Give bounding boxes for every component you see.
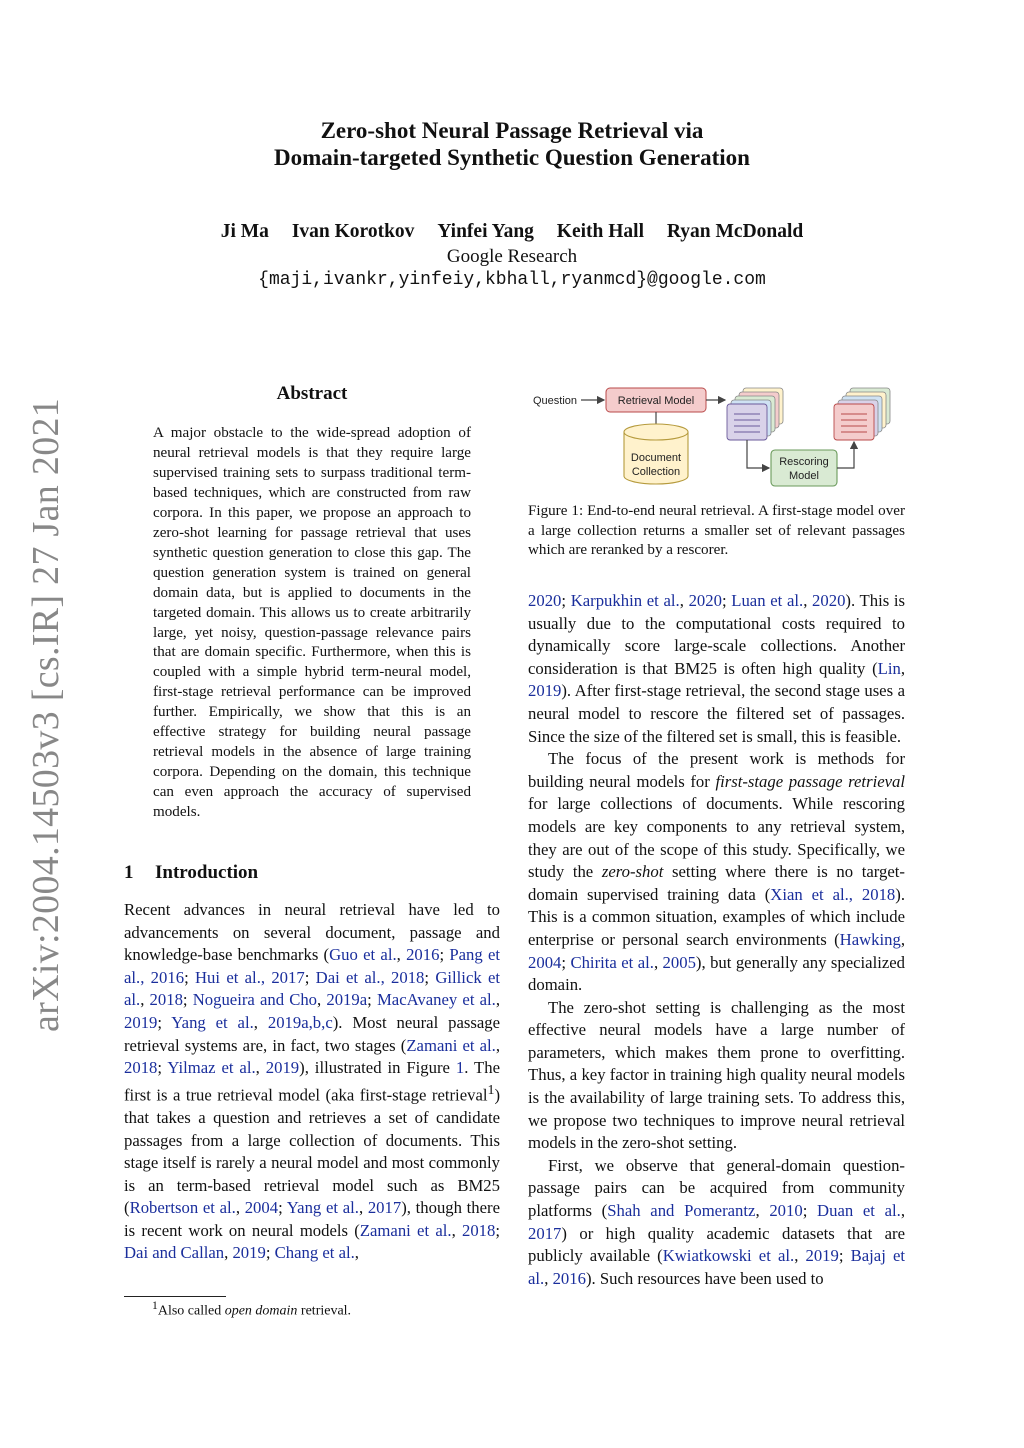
abstract-body: A major obstacle to the wide-spread adoption of neural retrieval models is that they require large supervised training sets to surpass traditional term-based techniques, which are constructed from raw corpora. In this paper, we propose an approach to zero-shot learning for passage retrieval that uses synthetic question generation to close this gap. The question generation system is trained on general domain data, but is applied to documents in the targeted domain. This allows us to create arbitrarily large, yet noisy, question-passage relevance pairs that are domain specific. Furthermore, when this is coupled with a simple hybrid term-neural model, first-stage retrieval performance can be improved further. Empirically, we show that this is an effective strategy for building neural passage retrieval models in the absence of large training corpora. Depending on the domain, this technique can even approach the accuracy of supervised models. (153, 425, 471, 821)
citation-link[interactable]: 2019 (232, 1243, 266, 1263)
collection-label: Collection (631, 466, 681, 478)
citation-link[interactable]: Gillick et al. (124, 967, 501, 1010)
citation-link[interactable]: Yang et al. (286, 1198, 359, 1218)
citation-link[interactable]: 1 (455, 1058, 465, 1078)
citation-link[interactable]: Chirita et al. (570, 952, 654, 972)
citation-link[interactable]: Dai and Callan (124, 1243, 225, 1263)
citation-link[interactable]: 2017 (367, 1198, 402, 1218)
author-name: Ji Ma (220, 221, 269, 242)
paragraph: First, we observe that general-domain question-passage pairs can be acquired from community platforms (Shah and Pomerantz, 2010; Duan et al., 2017) or high quality academic datasets that are publicly available (Kwiatkowski et al., 2019; Bajaj et al., 2016). Such resources have been used to (528, 1155, 906, 1288)
footnote-rule (124, 1296, 226, 1297)
citation-link[interactable]: 2004 (244, 1198, 279, 1218)
author-name: Ivan Korotkov (291, 221, 415, 242)
citation-link[interactable]: 2018 (149, 990, 183, 1010)
intro-paragraph: Recent advances in neural retrieval have led to advancements on several document, passage and knowledge-base benchmarks (Guo et al., 2016; Pang et al., 2016; Hui et al., 2017; Dai et al., 2018; Gillick et al., 2018; Nogueira and Cho, 2019a; MacAvaney et al., 2019; Yang et al., 2019a,b,c). Most neural passage retrieval systems are, in fact, two stages (Zamani et al., 2018; Yilmaz et al., 2019), illustrated in Figure 1. The first is a true retrieval model (aka first-stage retrieval$^1$) that takes a question and retrieves a set of candidate passages from a large collection of documents. This stage itself is rarely a neural model and most commonly is an term-based retrieval model such as BM25 (Robertson et al., 2004; Yang et al., 2017), though there is recent work on neural models (Zamani et al., 2018; Dai and Callan, 2019; Chang et al., (124, 900, 501, 1263)
emphasis: open domain (224, 1303, 298, 1319)
citation-link[interactable]: Nogueira and Cho (192, 990, 318, 1010)
citation-link[interactable]: 2016 (552, 1268, 586, 1288)
emphasis: first-stage passage retrieval (715, 771, 905, 791)
citation-link[interactable]: Lin (877, 658, 901, 678)
reranked-passages-stack (834, 388, 890, 440)
section-number: 1 (124, 862, 134, 883)
document-label: Document (630, 452, 682, 464)
citation-link[interactable]: 2019 (528, 681, 562, 701)
author-emails[interactable]: {maji,ivankr,yinfeiy,kbhall,ryanmcd}@google.com (258, 270, 766, 290)
citation-link[interactable]: Bajaj et al. (528, 1246, 905, 1288)
citation-link[interactable]: Zamani et al. (406, 1035, 496, 1055)
paragraph: The focus of the present work is methods for building neural models for first-stage passage retrieval for large collections of documents. While rescoring models are key components to any retrieval system, they are out of the scope of this study. Specifically, we study the zero-shot setting where there is no target-domain supervised training data (Xian et al., 2018). This is a common situation, examples of which include enterprise or personal search environments (Hawking, 2004; Chirita et al., 2005), but generally any specialized domain. (528, 749, 906, 995)
affiliation: Google Research (446, 246, 578, 267)
citation-link[interactable]: Shah and Pomerantz (607, 1201, 756, 1221)
citation-link[interactable]: Xian et al., 2018 (770, 884, 896, 904)
citation-link[interactable]: 2019 (265, 1058, 300, 1078)
arrow-candidates-to-rescorer (747, 440, 769, 468)
citation-link[interactable]: 2004 (528, 952, 562, 972)
author-name: Ryan McDonald (666, 221, 804, 242)
figure-1-diagram (528, 380, 908, 495)
citation-link[interactable]: Yilmaz et al. (167, 1058, 256, 1078)
citation-link[interactable]: 2005 (662, 952, 696, 972)
section-title: Introduction (155, 862, 259, 883)
citation-link[interactable]: 2019 (124, 1012, 158, 1032)
citation-link[interactable]: MacAvaney et al. (376, 990, 496, 1010)
citation-link[interactable]: 2010 (769, 1201, 803, 1221)
citation-link[interactable]: Yang et al. (171, 1012, 254, 1032)
citation-link[interactable]: 2020 (812, 591, 846, 610)
citation-link[interactable]: Pang et al., 2016 (124, 945, 501, 987)
citation-link[interactable]: Hui et al., 2017 (195, 967, 305, 987)
figure-1-caption: Figure 1: End-to-end neural retrieval. A first-stage model over a large collection returns a smaller set of relevant passages which are reranked by a rescorer. (528, 503, 905, 558)
paragraph: The zero-shot setting is challenging as the most effective neural models have a large number of parameters, which makes them prone to overfitting. Thus, a key factor in training high quality neural models is the availability of large training sets. To address this, we propose two techniques to improve neural retrieval models in the zero-shot setting. (528, 997, 905, 1153)
author-name: Yinfei Yang (437, 221, 534, 242)
candidate-passages-stack (727, 388, 783, 440)
rescoring-label: Rescoring (779, 456, 829, 468)
emphasis: zero-shot (601, 862, 664, 882)
document-collection-cylinder-top (624, 424, 688, 440)
arrow-rescorer-to-reranked (837, 442, 854, 468)
citation-link[interactable]: Luan et al. (731, 591, 804, 610)
right-column-body (528, 590, 905, 1290)
paper-title-line-1: Zero-shot Neural Passage Retrieval via (320, 118, 704, 143)
footnote-text: Also called open domain retrieval. (157, 1303, 352, 1319)
citation-link[interactable]: Guo et al. (329, 945, 397, 965)
citation-link[interactable]: Karpukhin et al. (570, 591, 680, 610)
model-label: Model (789, 470, 819, 482)
citation-link[interactable]: Chang et al. (274, 1243, 355, 1263)
question-label: Question (533, 395, 578, 407)
paragraph: 2020; Karpukhin et al., 2020; Luan et al., 2020). This is usually due to the computational costs required to dynamically score large-scale collections. Another consideration is that BM25 is often high quality (Lin, 2019). After first-stage retrieval, the second stage uses a neural model to rescore the filtered set of passages. Since the size of the filtered set is small, this is feasible. (528, 591, 906, 746)
citation-link[interactable]: Dai et al., 2018 (315, 967, 425, 987)
citation-link[interactable]: 2019a (326, 990, 368, 1010)
arxiv-stamp: arXiv:2004.14503v3 [cs.IR] 27 Jan 2021 (25, 397, 67, 1032)
citation-link[interactable]: Hawking (839, 929, 901, 949)
footnote-ref[interactable]: 1 (487, 1082, 495, 1098)
citation-link[interactable]: 2018 (124, 1058, 158, 1078)
citation-link[interactable]: 2020 (688, 591, 722, 610)
citation-link[interactable]: Duan et al. (817, 1201, 901, 1221)
citation-link[interactable]: 2019a,b,c (267, 1012, 333, 1032)
citation-link[interactable]: Kwiatkowski et al. (662, 1246, 795, 1266)
retrieval-model-label: Retrieval Model (617, 395, 695, 407)
citation-link[interactable]: 2018 (461, 1220, 496, 1240)
paper-title-line-2: Domain-targeted Synthetic Question Generation (274, 145, 750, 170)
citation-link[interactable]: 2016 (406, 945, 440, 965)
author-list (0, 221, 1024, 243)
abstract-heading: Abstract (276, 383, 348, 404)
author-name: Keith Hall (556, 221, 645, 242)
citation-link[interactable]: 2017 (528, 1223, 562, 1243)
citation-link[interactable]: Zamani et al. (359, 1220, 452, 1240)
footnote-mark: 1 (152, 1299, 158, 1312)
citation-link[interactable]: Robertson et al. (129, 1198, 236, 1218)
section-heading-introduction (124, 862, 258, 884)
footnote (124, 1299, 351, 1320)
citation-link[interactable]: 2020 (528, 591, 562, 610)
citation-link[interactable]: 2019 (805, 1246, 839, 1266)
